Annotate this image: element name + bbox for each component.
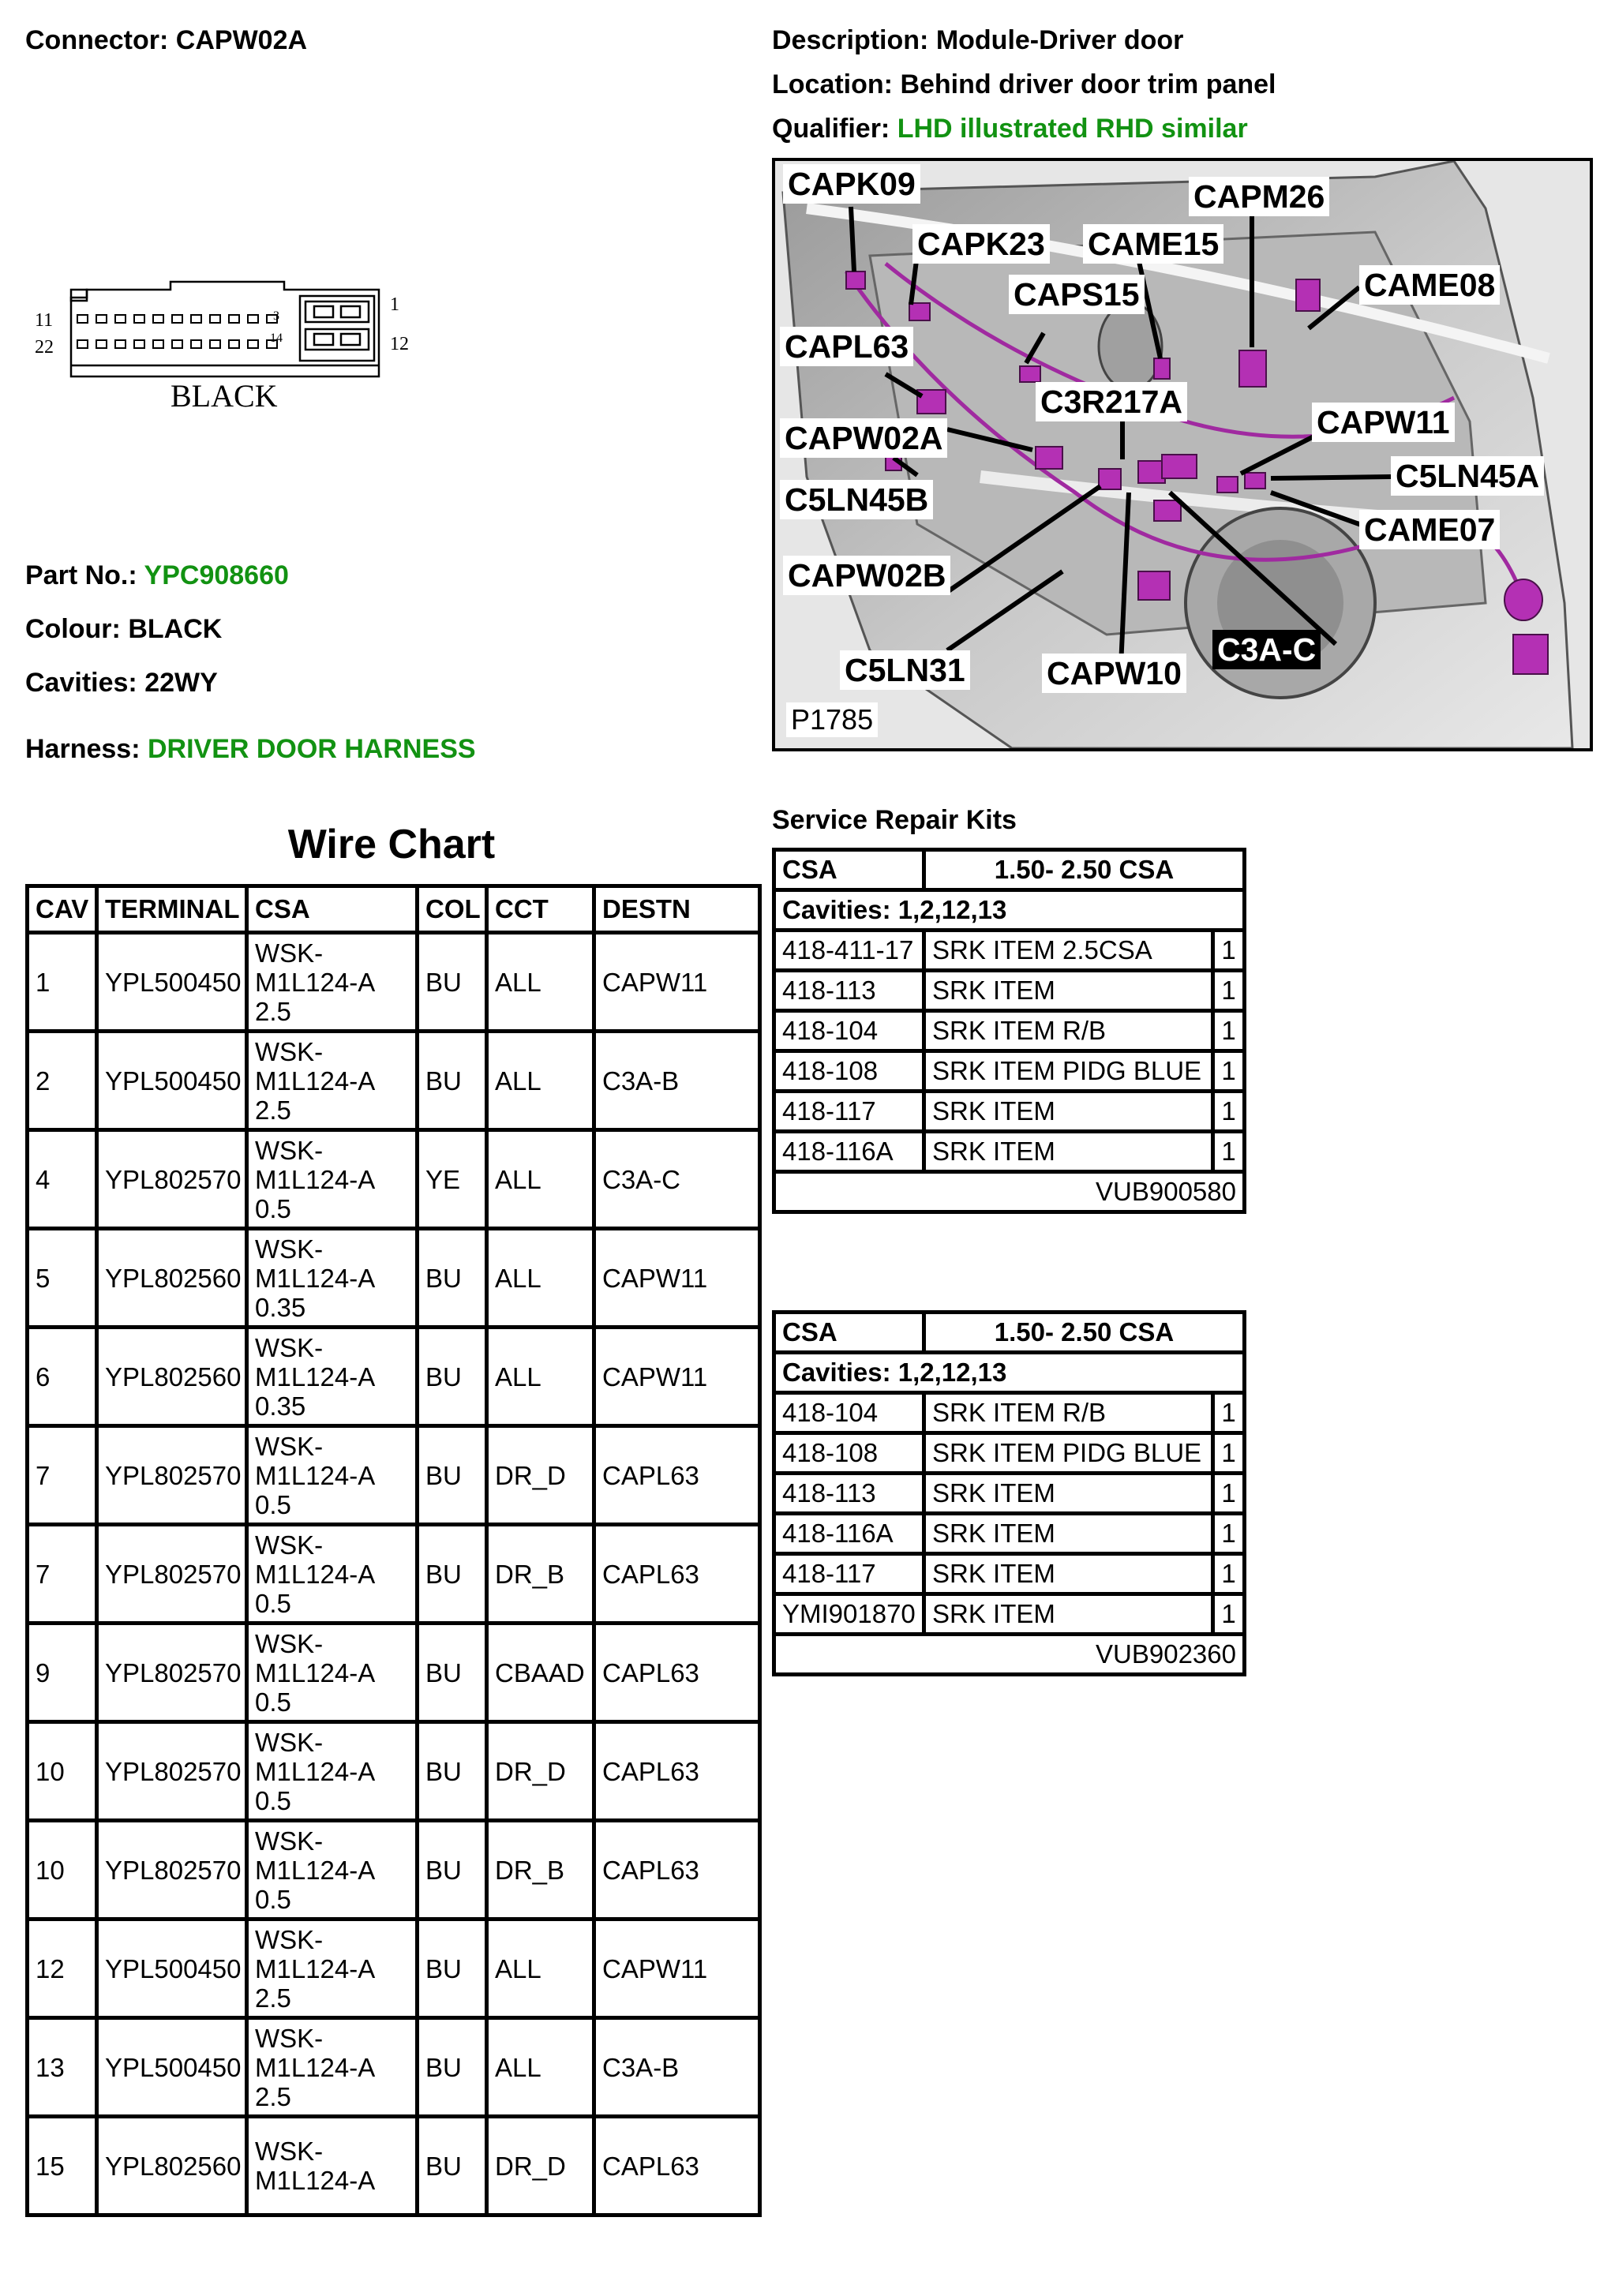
kit-item-row	[774, 1011, 1245, 1051]
kit-item-part: 418-104	[774, 1393, 924, 1433]
csa-line-1: WSK-	[255, 2137, 324, 2166]
kit-item-desc: SRK ITEM	[924, 1474, 1213, 1514]
pin-label-1: 1	[390, 294, 399, 315]
cell-col: BU	[418, 1525, 487, 1624]
csa-line-2: M1L124-A	[255, 1263, 376, 1293]
location-value: Behind driver door trim panel	[900, 69, 1276, 99]
callout-came08: CAME08	[1359, 265, 1500, 305]
table-row	[28, 1130, 760, 1229]
kit-item-part: 418-108	[774, 1051, 924, 1092]
kit-item-qty: 1	[1213, 971, 1245, 1011]
kit-csa-row	[774, 850, 1245, 890]
table-row	[28, 1426, 760, 1525]
kit-item-qty: 1	[1213, 931, 1245, 971]
kit-item-desc: SRK ITEM PIDG BLUE	[924, 1051, 1213, 1092]
callout-capw11: CAPW11	[1312, 403, 1455, 442]
csa-line-2: M1L124-A	[255, 967, 376, 997]
pin-label-22: 22	[35, 337, 54, 358]
callout-capk23: CAPK23	[912, 224, 1050, 264]
callout-c5ln45b: C5LN45B	[780, 480, 933, 519]
kit-item-part: 418-116A	[774, 1132, 924, 1172]
kit-item-row	[774, 1474, 1245, 1514]
cell-csa	[247, 1525, 418, 1624]
kit-item-desc: SRK ITEM	[924, 1514, 1213, 1554]
cell-col: BU	[418, 1722, 487, 1821]
cell-cct: DR_D	[487, 2117, 594, 2215]
cell-cav: 15	[28, 2117, 97, 2215]
kit-item-part: 418-116A	[774, 1514, 924, 1554]
callout-c3a-c: C3A-C	[1212, 630, 1321, 669]
connector-colour-text: BLACK	[170, 378, 278, 414]
cell-cav: 4	[28, 1130, 97, 1229]
cell-cav: 9	[28, 1624, 97, 1722]
cell-destn: CAPL63	[594, 1821, 760, 1920]
csa-line-1: WSK-	[255, 1036, 324, 1066]
part-number-value: YPC908660	[144, 560, 289, 590]
cell-csa	[247, 1328, 418, 1426]
cell-cav: 10	[28, 1821, 97, 1920]
callout-capw10: CAPW10	[1042, 654, 1186, 693]
photo-reference: P1785	[786, 702, 878, 737]
cell-csa	[247, 1722, 418, 1821]
service-repair-kits-title: Service Repair Kits	[772, 805, 1017, 835]
pin-label-3: 3	[273, 309, 279, 323]
header-csa: CSA	[247, 886, 418, 933]
cell-cct: ALL	[487, 1130, 594, 1229]
cavities-value: 22WY	[144, 668, 218, 698]
kit-item-desc: SRK ITEM 2.5CSA	[924, 931, 1213, 971]
cell-csa	[247, 1624, 418, 1722]
table-row	[28, 1920, 760, 2018]
description-label: Description:	[772, 25, 929, 55]
cell-cav: 7	[28, 1525, 97, 1624]
wire-chart-header-row	[28, 886, 760, 933]
kit-item-qty: 1	[1213, 1433, 1245, 1474]
cell-destn: CAPL63	[594, 1624, 760, 1722]
kit-item-row	[774, 1132, 1245, 1172]
callout-capk09: CAPK09	[783, 164, 920, 204]
csa-line-2: M1L124-A	[255, 1460, 376, 1490]
cell-cav: 5	[28, 1229, 97, 1328]
cell-cav: 10	[28, 1722, 97, 1821]
cell-col: BU	[418, 1229, 487, 1328]
cell-cct: DR_B	[487, 1821, 594, 1920]
callout-capl63: CAPL63	[780, 327, 913, 366]
cell-csa	[247, 2018, 418, 2117]
cell-cct: ALL	[487, 1920, 594, 2018]
kit-cavities: Cavities: 1,2,12,13	[774, 1353, 1245, 1393]
cell-cct: ALL	[487, 2018, 594, 2117]
kit-item-part: 418-113	[774, 971, 924, 1011]
cell-cav: 7	[28, 1426, 97, 1525]
cell-destn: CAPW11	[594, 1328, 760, 1426]
kit-item-desc: SRK ITEM	[924, 1132, 1213, 1172]
kit-csa-value: 1.50- 2.50 CSA	[924, 1313, 1245, 1353]
cell-col: BU	[418, 2018, 487, 2117]
cell-col: BU	[418, 1821, 487, 1920]
cell-cav: 2	[28, 1032, 97, 1130]
csa-line-1: WSK-	[255, 1431, 324, 1461]
csa-line-3: 0.35	[255, 1292, 306, 1322]
csa-line-2: M1L124-A	[255, 2052, 376, 2082]
kit-item-qty: 1	[1213, 1011, 1245, 1051]
table-row	[28, 1328, 760, 1426]
header-cct: CCT	[487, 886, 594, 933]
kit-item-qty: 1	[1213, 1474, 1245, 1514]
csa-line-1: WSK-	[255, 1924, 324, 1954]
csa-line-3: 0.5	[255, 1884, 291, 1914]
header-terminal: TERMINAL	[97, 886, 247, 933]
cell-csa	[247, 2117, 418, 2215]
csa-line-3: 2.5	[255, 1983, 291, 2013]
cell-col: BU	[418, 2117, 487, 2215]
cell-cct: ALL	[487, 1032, 594, 1130]
kit-item-part: 418-113	[774, 1474, 924, 1514]
cell-terminal: YPL802570	[97, 1722, 247, 1821]
table-row	[28, 1525, 760, 1624]
kit-csa-row	[774, 1313, 1245, 1353]
cell-destn: C3A-B	[594, 2018, 760, 2117]
csa-line-3: 0.5	[255, 1588, 291, 1618]
cell-destn: CAPW11	[594, 933, 760, 1032]
kit-item-qty: 1	[1213, 1092, 1245, 1132]
callout-came15: CAME15	[1083, 224, 1223, 264]
cell-terminal: YPL802560	[97, 1229, 247, 1328]
kit-csa-label: CSA	[774, 850, 924, 890]
cell-destn: CAPL63	[594, 1722, 760, 1821]
kit-item-part: 418-117	[774, 1554, 924, 1594]
cell-cct: ALL	[487, 933, 594, 1032]
cell-col: BU	[418, 933, 487, 1032]
wire-chart-table	[25, 884, 762, 2217]
kit-reference: VUB900580	[774, 1172, 1245, 1212]
kit-item-row	[774, 1433, 1245, 1474]
cell-terminal: YPL802560	[97, 1328, 247, 1426]
csa-line-3: 2.5	[255, 996, 291, 1026]
table-row	[28, 933, 760, 1032]
cell-col: BU	[418, 1032, 487, 1130]
cell-col: BU	[418, 1328, 487, 1426]
csa-line-1: WSK-	[255, 1135, 324, 1165]
cell-terminal: YPL500450	[97, 933, 247, 1032]
cavities-label: Cavities:	[25, 668, 137, 698]
csa-line-3: 0.5	[255, 1687, 291, 1717]
kit-cavities-row	[774, 890, 1245, 931]
cell-destn: CAPW11	[594, 1229, 760, 1328]
cell-csa	[247, 1426, 418, 1525]
pin-label-14: 14	[270, 331, 283, 345]
cell-cct: DR_D	[487, 1722, 594, 1821]
table-row	[28, 1032, 760, 1130]
kit-item-desc: SRK ITEM	[924, 1554, 1213, 1594]
kit-item-qty: 1	[1213, 1393, 1245, 1433]
cell-cct: DR_D	[487, 1426, 594, 1525]
kit-ref-row	[774, 1172, 1245, 1212]
csa-line-2: M1L124-A	[255, 1066, 376, 1096]
cell-cct: CBAAD	[487, 1624, 594, 1722]
kit-item-row	[774, 1594, 1245, 1635]
cell-destn: CAPL63	[594, 1426, 760, 1525]
cell-csa	[247, 1821, 418, 1920]
cell-terminal: YPL802570	[97, 1821, 247, 1920]
csa-line-2: M1L124-A	[255, 1657, 376, 1687]
csa-line-1: WSK-	[255, 1234, 324, 1264]
table-row	[28, 1722, 760, 1821]
csa-line-3: 0.5	[255, 1193, 291, 1223]
cell-destn: CAPW11	[594, 1920, 760, 2018]
csa-line-2: M1L124-A	[255, 1164, 376, 1194]
kit-item-part: 418-411-17	[774, 931, 924, 971]
description-value: Module-Driver door	[935, 25, 1184, 55]
qualifier-label: Qualifier:	[772, 114, 890, 144]
cell-csa	[247, 933, 418, 1032]
cell-terminal: YPL500450	[97, 1920, 247, 2018]
csa-line-3: 0.5	[255, 1489, 291, 1519]
kit-item-desc: SRK ITEM	[924, 971, 1213, 1011]
kit-item-row	[774, 1393, 1245, 1433]
cell-cav: 13	[28, 2018, 97, 2117]
kit-item-qty: 1	[1213, 1132, 1245, 1172]
kit-item-row	[774, 1092, 1245, 1132]
csa-line-3: 2.5	[255, 2081, 291, 2111]
kit-item-desc: SRK ITEM PIDG BLUE	[924, 1433, 1213, 1474]
cell-terminal: YPL802560	[97, 2117, 247, 2215]
cell-destn: C3A-C	[594, 1130, 760, 1229]
csa-line-1: WSK-	[255, 1530, 324, 1560]
callout-c5ln45a: C5LN45A	[1391, 456, 1544, 496]
kit-csa-label: CSA	[774, 1313, 924, 1353]
table-row	[28, 2018, 760, 2117]
kit-item-qty: 1	[1213, 1051, 1245, 1092]
callout-caps15: CAPS15	[1009, 275, 1145, 314]
kit-item-row	[774, 931, 1245, 971]
kit-item-row	[774, 971, 1245, 1011]
kit-item-desc: SRK ITEM	[924, 1594, 1213, 1635]
harness-label: Harness:	[25, 734, 141, 764]
kit-reference: VUB902360	[774, 1635, 1245, 1675]
cell-col: YE	[418, 1130, 487, 1229]
kit-item-row	[774, 1514, 1245, 1554]
header-cav: CAV	[28, 886, 97, 933]
cell-terminal: YPL802570	[97, 1426, 247, 1525]
callout-came07: CAME07	[1359, 510, 1500, 549]
kit-item-part: 418-104	[774, 1011, 924, 1051]
kit-cavities: Cavities: 1,2,12,13	[774, 890, 1245, 931]
csa-line-2: M1L124-A	[255, 1953, 376, 1983]
csa-line-3: 2.5	[255, 1095, 291, 1125]
repair-kit-table	[772, 1310, 1246, 1676]
kit-item-part: 418-117	[774, 1092, 924, 1132]
table-row	[28, 2117, 760, 2215]
kit-item-qty: 1	[1213, 1594, 1245, 1635]
kit-item-part: 418-108	[774, 1433, 924, 1474]
cell-destn: CAPL63	[594, 2117, 760, 2215]
qualifier-value: LHD illustrated RHD similar	[897, 114, 1248, 144]
csa-line-2: M1L124-A	[255, 2166, 376, 2195]
colour-label: Colour:	[25, 614, 121, 644]
csa-line-1: WSK-	[255, 1826, 324, 1856]
pin-label-12: 12	[390, 334, 409, 354]
csa-line-1: WSK-	[255, 1727, 324, 1757]
kit-item-row	[774, 1554, 1245, 1594]
wire-chart-title: Wire Chart	[287, 822, 496, 867]
cell-terminal: YPL802570	[97, 1525, 247, 1624]
cell-cav: 12	[28, 1920, 97, 2018]
kit-csa-value: 1.50- 2.50 CSA	[924, 850, 1245, 890]
kit-ref-row	[774, 1635, 1245, 1675]
header-col: COL	[418, 886, 487, 933]
pin-label-11: 11	[35, 310, 54, 331]
csa-line-1: WSK-	[255, 1628, 324, 1658]
harness-value: DRIVER DOOR HARNESS	[147, 734, 476, 764]
callout-capw02b: CAPW02B	[783, 556, 950, 595]
csa-line-3: 0.35	[255, 1391, 306, 1421]
cell-col: BU	[418, 1624, 487, 1722]
cell-csa	[247, 1130, 418, 1229]
callout-capm26: CAPM26	[1189, 177, 1329, 216]
connector-value: CAPW02A	[175, 25, 308, 55]
kit-item-qty: 1	[1213, 1554, 1245, 1594]
cell-destn: C3A-B	[594, 1032, 760, 1130]
header-destn: DESTN	[594, 886, 760, 933]
csa-line-3: 0.5	[255, 1785, 291, 1815]
kit-item-desc: SRK ITEM	[924, 1092, 1213, 1132]
csa-line-1: WSK-	[255, 2023, 324, 2053]
csa-line-2: M1L124-A	[255, 1559, 376, 1589]
cell-col: BU	[418, 1920, 487, 2018]
connector-label: Connector:	[25, 25, 169, 55]
cell-terminal: YPL500450	[97, 2018, 247, 2117]
kit-item-row	[774, 1051, 1245, 1092]
cell-terminal: YPL802570	[97, 1130, 247, 1229]
csa-line-1: WSK-	[255, 1332, 324, 1362]
callout-c5ln31: C5LN31	[840, 650, 970, 690]
cell-col: BU	[418, 1426, 487, 1525]
table-row	[28, 1229, 760, 1328]
callout-c3r217a: C3R217A	[1036, 382, 1187, 421]
cell-csa	[247, 1229, 418, 1328]
cell-cct: ALL	[487, 1328, 594, 1426]
table-row	[28, 1821, 760, 1920]
colour-value: BLACK	[128, 614, 223, 644]
callout-capw02a: CAPW02A	[780, 418, 947, 458]
csa-line-1: WSK-	[255, 938, 324, 968]
kit-item-desc: SRK ITEM R/B	[924, 1393, 1213, 1433]
csa-line-2: M1L124-A	[255, 1756, 376, 1786]
cell-csa	[247, 1032, 418, 1130]
cell-csa	[247, 1920, 418, 2018]
table-row	[28, 1624, 760, 1722]
cell-terminal: YPL500450	[97, 1032, 247, 1130]
kit-item-part: YMI901870	[774, 1594, 924, 1635]
cell-destn: CAPL63	[594, 1525, 760, 1624]
cell-cav: 1	[28, 933, 97, 1032]
kit-cavities-row	[774, 1353, 1245, 1393]
cell-cav: 6	[28, 1328, 97, 1426]
location-label: Location:	[772, 69, 893, 99]
part-number-label: Part No.:	[25, 560, 137, 590]
csa-line-2: M1L124-A	[255, 1855, 376, 1885]
kit-item-desc: SRK ITEM R/B	[924, 1011, 1213, 1051]
cell-terminal: YPL802570	[97, 1624, 247, 1722]
csa-line-2: M1L124-A	[255, 1361, 376, 1391]
kit-item-qty: 1	[1213, 1514, 1245, 1554]
repair-kit-table	[772, 848, 1246, 1214]
cell-cct: ALL	[487, 1229, 594, 1328]
cell-cct: DR_B	[487, 1525, 594, 1624]
